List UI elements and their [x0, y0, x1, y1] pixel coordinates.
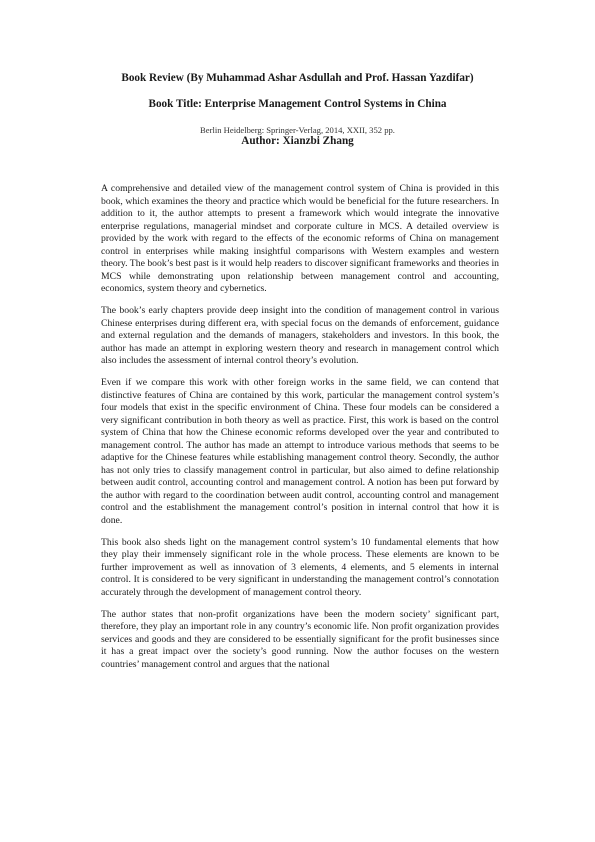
paragraph: A comprehensive and detailed view of the management control system of China is provided in this book, which examines the theory and practice which would be beneficial for the future researchers. In addition to it, the author attempts to present a framework which would integrate the innovative enterprise regulations, managerial mindset and corporate culture in MCS. A detailed overview is provided by the work with regard to the effects of the economic reforms of China on management control in enterprises while making insightful comparisons with Western examples and western theory. The book’s best past is it would help readers to discover significant frameworks and theories in MCS while demonstrating upon relationship between management control and accounting, economics, system theory and cybernetics.	[101, 183, 499, 294]
book-title: Book Title: Enterprise Management Control Systems in China	[148, 98, 447, 110]
paragraph: This book also sheds light on the management control system’s 10 fundamental elements that how they play their immensely significant role in the whole process. These elements are known to be further improvement as well as innovation of 3 elements, 4 elements, and 5 elements in internal control. It is considered to be very significant in understanding the management control’s connotation accurately through the development of management control theory.	[101, 536, 499, 598]
book-author: Author: Xianzbi Zhang	[241, 135, 354, 147]
review-body	[101, 183, 499, 681]
review-heading: Book Review (By Muhammad Ashar Asdullah and Prof. Hassan Yazdifar)	[121, 72, 474, 84]
paragraph: The author states that non-profit organizations have been the modern society’ significant part, therefore, they play an important role in any country’s economic life. Non profit organization provides services and goods and they are considered to be essentially significant for the profit businesses since it has a great impact over the society’s good running. Now the author focuses on the western countries’ management control and argues that the national	[101, 608, 499, 670]
paragraph: Even if we compare this work with other foreign works in the same field, we can contend that distinctive features of China are contained by this work, particular the management control system’s four models that exist in the specific environment of China. These four models can be considered a very significant contribution in both theory as well as practice. First, this work is based on the control system of China that how the Chinese economic reforms developed over the year and contributed to management control. The author has made an attempt to introduce various methods that seems to be adaptive for the Chinese features while establishing management control theory. Secondly, the author has not only tries to classify management control in particular, but also aimed to define relationship between audit control, accounting control and management control. A notion has been put forward by the author with regard to the coordination between audit control, accounting control and management control and the establishment the management control’s position in internal control that how it is done.	[101, 377, 499, 526]
publication-info: Berlin Heidelberg: Springer-Verlag, 2014, XXII, 352 pp.	[200, 125, 395, 135]
paragraph: The book’s early chapters provide deep insight into the condition of management control in various Chinese enterprises during different era, with special focus on the demands of enforcement, guidance and external regulation and the demands of managers, stakeholders and investors. In this book, the author has made an attempt in exploring western theory and research in management control which also includes the assessment of internal control theory’s evolution.	[101, 305, 499, 366]
